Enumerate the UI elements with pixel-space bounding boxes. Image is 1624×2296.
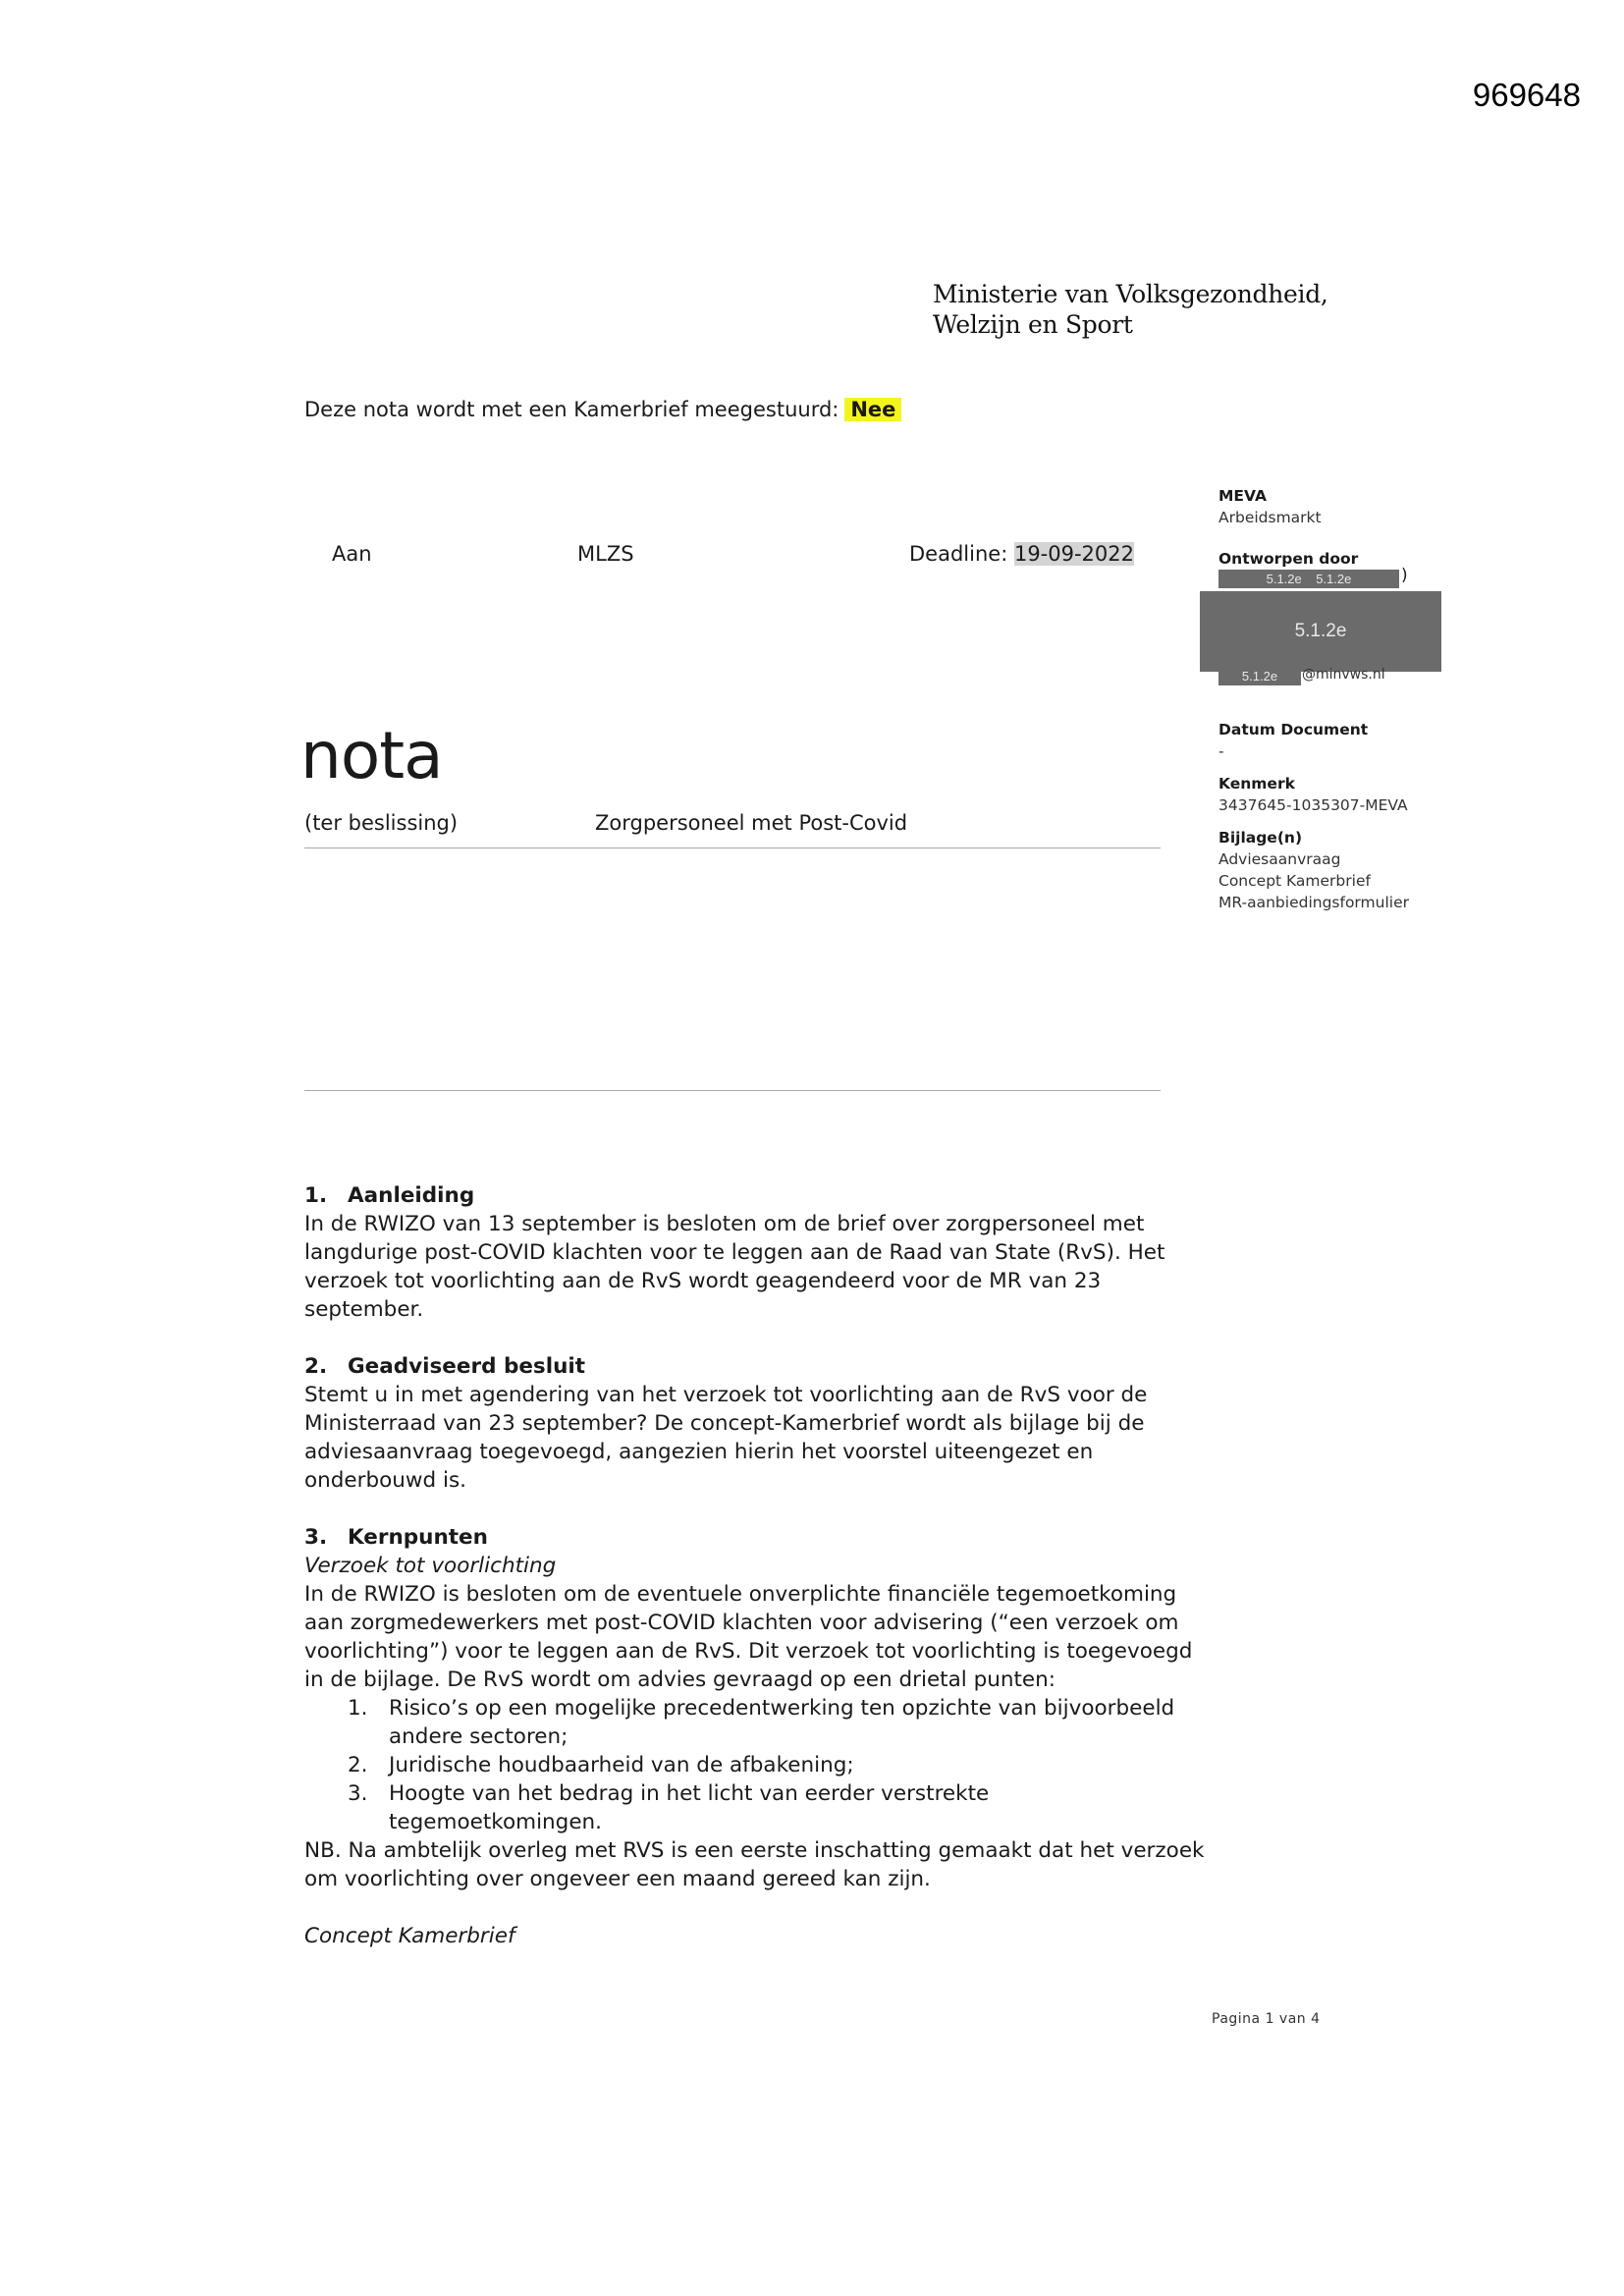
section-heading xyxy=(304,1352,1208,1381)
list-item-number: 1. xyxy=(348,1696,368,1721)
nb-note: NB. Na ambtelijk overleg met RVS is een eerste inschatting gemaakt dat het verzoek om voorlichting over ongeveer een maand gereed kan zijn. xyxy=(304,1838,1205,1891)
ministry-line-1: Ministerie van Volksgezondheid, xyxy=(933,280,1328,308)
sidebar-datum xyxy=(1218,719,1454,762)
ministry-logo-text xyxy=(933,279,1328,340)
list-item-text: Risico’s op een mogelijke precedentwerking ten opzichte van bijvoorbeeld andere sectoren; xyxy=(389,1696,1175,1749)
datum-value: - xyxy=(1218,742,1224,760)
dept-name: MEVA xyxy=(1218,487,1267,505)
bijlage-item: Concept Kamerbrief xyxy=(1218,872,1371,890)
sidebar-ontworpen xyxy=(1218,548,1454,570)
redaction-text-2: 5.1.2e xyxy=(1316,572,1352,586)
section-number: 1. xyxy=(304,1183,328,1208)
list-item-text: Hoogte van het bedrag in het licht van eerder verstrekte tegemoetkomingen. xyxy=(389,1781,990,1834)
list-item xyxy=(304,1694,1208,1751)
list-item-text: Juridische houdbaarheid van de afbakening; xyxy=(389,1753,854,1777)
section-title: Kernpunten xyxy=(348,1525,488,1550)
list-item xyxy=(304,1779,1208,1836)
list-item xyxy=(304,1751,1208,1779)
divider-bottom xyxy=(304,1090,1161,1091)
section-number: 2. xyxy=(304,1354,328,1379)
bijlage-item: Adviesaanvraag xyxy=(1218,850,1341,868)
section-text: In de RWIZO is besloten om de eventuele onverplichte financiële tegemoetkoming aan zorgmedewerkers met post-COVID klachten voor advisering (“een verzoek om voorlichting”) voor te leggen aan de RvS. Dit verzoek tot voorlichting is toegevoegd in de bijlage. De RvS wordt om advies gevraagd op een drietal punten: xyxy=(304,1582,1193,1692)
section-text: Stemt u in met agendering van het verzoek tot voorlichting aan de RvS voor de Ministerraad van 23 september? De concept-Kamerbrief wordt als bijlage bij de adviesaanvraag toegevoegd, aangezien hierin het voorstel uiteengezet en onderbouwd is. xyxy=(304,1383,1148,1493)
subdept-name: Arbeidsmarkt xyxy=(1218,509,1322,526)
section-heading xyxy=(304,1181,1208,1210)
section-aanleiding xyxy=(304,1181,1208,1324)
ontworpen-label: Ontworpen door xyxy=(1218,550,1359,568)
ministry-line-2: Welzijn en Sport xyxy=(933,310,1133,339)
list-item-number: 2. xyxy=(348,1753,368,1777)
section-title: Aanleiding xyxy=(348,1183,475,1208)
section-geadviseerd-besluit xyxy=(304,1352,1208,1495)
kenmerk-label: Kenmerk xyxy=(1218,775,1295,793)
datum-label: Datum Document xyxy=(1218,721,1369,738)
bijlage-label: Bijlage(n) xyxy=(1218,829,1303,847)
deadline-value: 19-09-2022 xyxy=(1013,542,1134,566)
kamerbrief-value: Nee xyxy=(844,398,901,421)
kamerbrief-notice xyxy=(304,398,901,421)
deadline-label: Deadline: xyxy=(909,542,1008,566)
nota-type: (ter beslissing) xyxy=(304,811,459,835)
section-text: In de RWIZO van 13 september is besloten om de brief over zorgpersoneel met langdurige post-COVID klachten voor te leggen aan de Raad van State (RvS). Het verzoek tot voorlichting aan de RvS wordt geagendeerd voor de MR van 23 september. xyxy=(304,1212,1165,1322)
kernpunten-list xyxy=(304,1694,1208,1836)
section-heading xyxy=(304,1523,1208,1552)
section-subheading: Concept Kamerbrief xyxy=(304,1924,515,1948)
section-number: 3. xyxy=(304,1525,328,1550)
aan-value: MLZS xyxy=(577,542,634,566)
sidebar-bijlagen xyxy=(1218,827,1454,913)
redaction-text-1: 5.1.2e xyxy=(1266,572,1302,586)
redaction-box-small xyxy=(1218,570,1399,588)
deadline xyxy=(909,542,1134,566)
section-subheading: Verzoek tot voorlichting xyxy=(304,1554,557,1578)
page-number: Pagina 1 van 4 xyxy=(1212,2011,1321,2027)
spacer xyxy=(304,1893,1208,1922)
list-item-number: 3. xyxy=(348,1781,368,1806)
aan-label: Aan xyxy=(332,542,372,566)
section-kernpunten xyxy=(304,1523,1208,1950)
redaction-box-large: 5.1.2e xyxy=(1200,591,1441,672)
nota-subject: Zorgpersoneel met Post-Covid xyxy=(595,811,908,835)
sidebar-dept xyxy=(1218,485,1454,528)
divider-top xyxy=(304,847,1161,848)
kamerbrief-label: Deze nota wordt met een Kamerbrief meegestuurd: xyxy=(304,398,839,421)
section-title: Geadviseerd besluit xyxy=(348,1354,586,1379)
page-title: nota xyxy=(300,718,443,793)
kenmerk-value: 3437645-1035307-MEVA xyxy=(1218,796,1408,814)
sidebar-kenmerk xyxy=(1218,773,1454,816)
bijlage-item: MR-aanbiedingsformulier xyxy=(1218,894,1409,911)
closing-paren: ) xyxy=(1401,566,1408,585)
redaction-box-email: 5.1.2e xyxy=(1218,668,1301,685)
email-suffix: @minvws.nl xyxy=(1302,667,1385,683)
document-number: 969648 xyxy=(1472,77,1581,113)
